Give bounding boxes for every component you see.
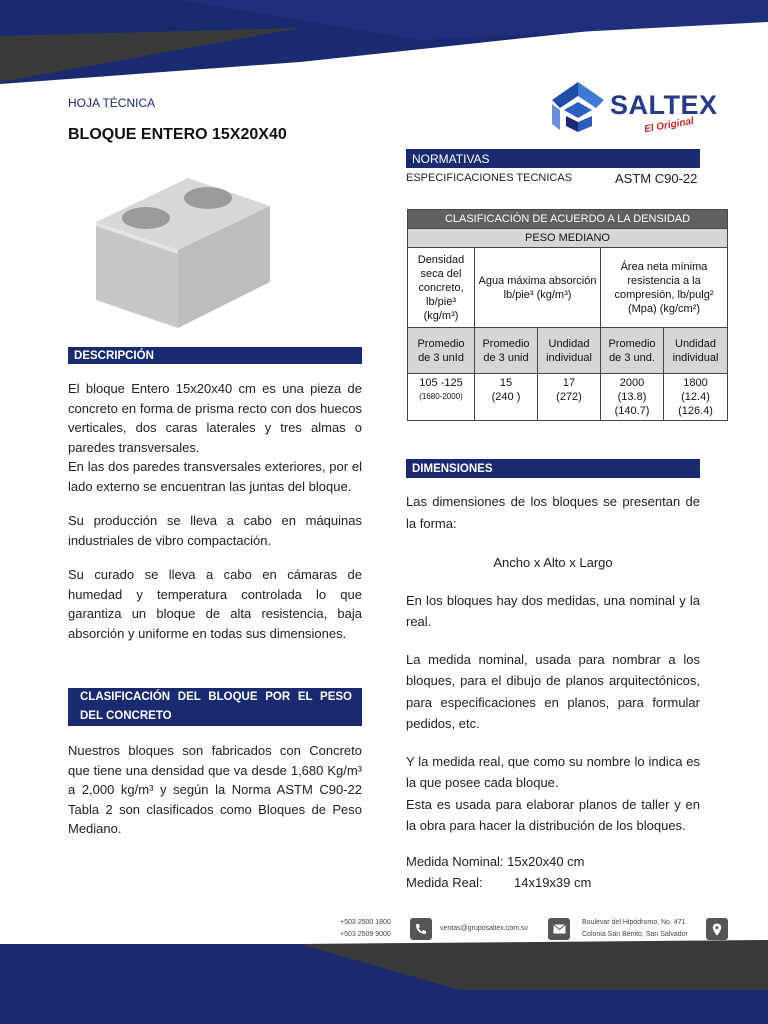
- compression-ind: 1800: [683, 377, 708, 389]
- medida-nominal: [406, 851, 700, 873]
- clasificacion-paragraph: Nuestros bloques son fabricados con Concreto que tiene una densidad que va desde 1,680 Kg/m³ a 2,000 kg/m³ y según la Norma ASTM C90-22 Tabla 2 son clasificados como Bloques de Peso Mediano.: [68, 743, 362, 836]
- absorption-ind-kg: (272): [556, 391, 582, 403]
- medida-real-label: Medida Real:: [406, 875, 483, 890]
- compression-avg-kg: (140.7): [614, 405, 650, 417]
- density-value-kg: (1680-2000): [419, 392, 463, 401]
- footer-phone: +503 2509 9000: [340, 931, 391, 938]
- mail-icon: [548, 918, 570, 940]
- table-header-cell: Área neta mínima resistencia a la compresión, lb/pulg² (Mpa) (kg/cm²): [601, 248, 728, 328]
- footer-address: [582, 917, 688, 941]
- table-header-cell: Agua máxima absorción lb/pie³ (kg/m³): [475, 248, 601, 328]
- table-subheader-cell: Promedio de 3 unId: [408, 328, 475, 374]
- table-subheader-cell: Undidad individual: [538, 328, 601, 374]
- dimensiones-paragraph: En los bloques hay dos medidas, una nominal y la real.: [406, 592, 700, 629]
- table-subheader-cell: Promedio de 3 unid: [475, 328, 538, 374]
- dimensiones-paragraph: Esta es usada para elaborar planos de taller y en la obra para hacer la distribución de los bloques.: [406, 796, 700, 833]
- brand-name: SALTEX: [610, 90, 718, 120]
- brand-logo: [548, 78, 728, 144]
- normativas-header: NORMATIVAS: [406, 149, 700, 168]
- dimensiones-body: [406, 491, 700, 894]
- table-subheader-cell: Undidad individual: [664, 328, 728, 374]
- dimensiones-header: DIMENSIONES: [406, 459, 700, 478]
- descripcion-paragraph: El bloque Entero 15x20x40 cm es una pieza de concreto en forma de prisma recto con dos huecos verticales, dos caras laterales y tres almas o paredes transversales.: [68, 381, 362, 455]
- table-header-cell: Densidad seca del concreto, lb/pie³ (kg/m³): [408, 248, 475, 328]
- table-row: [408, 229, 728, 248]
- table-cell: [408, 374, 475, 421]
- medida-real: [406, 872, 700, 894]
- phone-icon: [410, 918, 432, 940]
- footer-phones: [340, 917, 391, 941]
- density-value: 105 -125: [419, 377, 463, 389]
- document-label: HOJA TÉCNICA: [68, 96, 156, 110]
- absorption-ind: 17: [562, 377, 576, 389]
- footer-phone: +503 2500 1800: [340, 919, 391, 926]
- table-cell: [601, 374, 664, 421]
- medida-nominal-value: 15x20x40 cm: [507, 853, 585, 869]
- dimensiones-formula: Ancho x Alto x Largo: [493, 555, 613, 570]
- clasificacion-body: [68, 741, 362, 839]
- footer-address-line: Boulevar del Hipódromo, No. 471: [582, 919, 686, 926]
- spec-label: ESPECIFICACIONES TECNICAS: [406, 172, 573, 184]
- descripcion-body: [68, 379, 362, 643]
- compression-ind-kg: (126.4): [678, 405, 713, 417]
- density-table: [407, 209, 728, 421]
- descripcion-header: DESCRIPCIÓN: [68, 347, 362, 364]
- dimensiones-paragraph: Y la medida real, que como su nombre lo indica es la que posee cada bloque.: [406, 753, 700, 790]
- medida-real-value: 14x19x39 cm: [514, 875, 592, 890]
- compression-avg-mpa: (13.8): [617, 391, 647, 403]
- table-title: CLASIFICACIÓN DE ACUERDO A LA DENSIDAD: [408, 210, 728, 229]
- table-row: [408, 210, 728, 229]
- product-title: BLOQUE ENTERO 15X20X40: [68, 126, 287, 143]
- table-row: [408, 328, 728, 374]
- clasificacion-header: CLASIFICACIÓN DEL BLOQUE POR EL PESO DEL CONCRETO: [68, 688, 362, 726]
- descripcion-paragraph: En las dos paredes transversales exteriores, por el lado externo se encuentran las juntas del bloque.: [68, 459, 362, 494]
- table-row: [408, 374, 728, 421]
- table-cell: [538, 374, 601, 421]
- table-cell: [664, 374, 728, 421]
- saltex-logo-icon: [548, 78, 608, 134]
- absorption-avg-kg: (240 ): [491, 391, 521, 403]
- table-row: [408, 248, 728, 328]
- compression-ind-mpa: (12.4): [681, 391, 710, 403]
- medida-nominal-label: Medida Nominal:: [406, 853, 504, 869]
- descripcion-paragraph: Su curado se lleva a cabo en cámaras de humedad y temperatura controlada lo que garantiza un bloque de alta resistencia, baja absorción y uniforme en todas sus dimensiones.: [68, 567, 362, 641]
- concrete-block-image: [88, 150, 278, 330]
- table-subtitle: PESO MEDIANO: [408, 229, 728, 248]
- dimensiones-paragraph: Las dimensiones de los bloques se presentan de la forma:: [406, 494, 700, 531]
- spec-value: ASTM C90-22: [615, 171, 698, 186]
- compression-avg: 2000: [619, 377, 645, 389]
- footer-address-line: Colonia San Benito, San Salvador: [582, 931, 688, 938]
- descripcion-paragraph: Su producción se lleva a cabo en máquinas industriales de vibro compactación.: [68, 513, 362, 548]
- dimensiones-paragraph: La medida nominal, usada para nombrar a los bloques, para el dibujo de planos arquitectónicos, para especificaciones en planos, para formular pedidos, etc.: [406, 651, 700, 731]
- brand-tagline: El Original: [643, 115, 695, 136]
- footer-email[interactable]: ventas@gruposaltex.com.sv: [440, 925, 529, 932]
- absorption-avg: 15: [499, 377, 513, 389]
- table-cell: [475, 374, 538, 421]
- table-subheader-cell: Promedio de 3 und.: [601, 328, 664, 374]
- location-icon: [706, 918, 728, 940]
